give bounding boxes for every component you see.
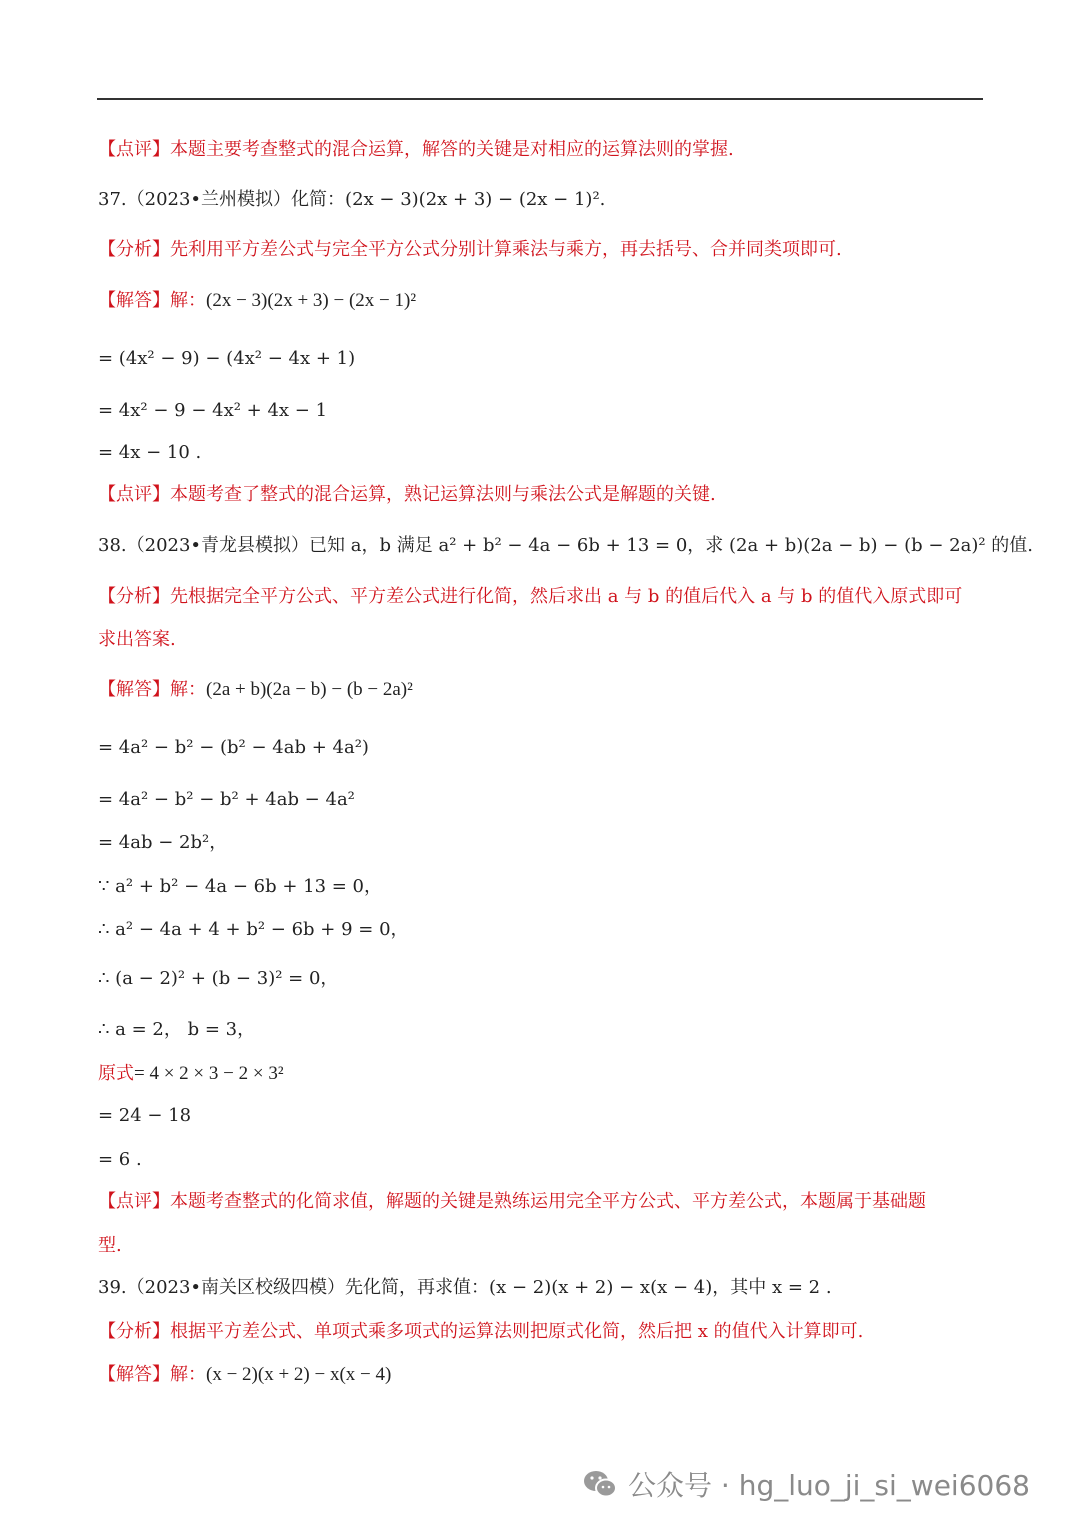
text-line-4 xyxy=(98,289,416,313)
line-expression: (2x − 3)(2x + 3) − (2x − 1)² xyxy=(206,290,417,311)
text-line-1: 【点评】本题主要考查整式的混合运算，解答的关键是对相应的运算法则的掌握. xyxy=(98,139,734,160)
line-expression: = 4 × 2 × 3 − 2 × 3² xyxy=(134,1063,284,1084)
watermark xyxy=(582,1464,1030,1504)
line-tag: 原式 xyxy=(98,1063,134,1084)
text-line-12 xyxy=(98,678,413,702)
text-line-3: 【分析】先利用平方差公式与完全平方公式分别计算乘法与乘方，再去括号、合并同类项即可. xyxy=(98,239,842,260)
text-line-9: 38.（2023•青龙县模拟）已知 a，b 满足 a² + b² − 4a − 6b + 13 = 0，求 (2a + b)(2a − b) − (b − 2a)² 的值. xyxy=(98,535,1034,556)
text-line-13: = 4a² − b² − (b² − 4ab + 4a²) xyxy=(98,737,369,758)
line-expression: (x − 2)(x + 2) − x(x − 4) xyxy=(206,1364,392,1385)
line-tag: 【解答】解： xyxy=(98,679,206,700)
text-line-5: = (4x² − 9) − (4x² − 4x + 1) xyxy=(98,348,356,369)
text-line-24: 型. xyxy=(98,1235,122,1256)
wechat-icon xyxy=(582,1468,618,1500)
text-line-14: = 4a² − b² − b² + 4ab − 4a² xyxy=(98,789,355,810)
text-line-19: ∴ a = 2， b = 3， xyxy=(98,1019,256,1040)
text-line-23: 【点评】本题考查整式的化简求值，解题的关键是熟练运用完全平方公式、平方差公式，本题属于基础题 xyxy=(98,1191,926,1212)
text-line-15: = 4ab − 2b²， xyxy=(98,832,228,853)
line-expression: (2a + b)(2a − b) − (b − 2a)² xyxy=(206,679,413,700)
text-line-11: 求出答案. xyxy=(98,629,176,650)
line-tag: 【解答】解： xyxy=(98,1364,206,1385)
text-line-2: 37.（2023•兰州模拟）化简：(2x − 3)(2x + 3) − (2x − 1)². xyxy=(98,189,606,210)
text-line-20 xyxy=(98,1062,284,1086)
text-line-6: = 4x² − 9 − 4x² + 4x − 1 xyxy=(98,400,328,421)
text-line-22: = 6 . xyxy=(98,1149,142,1170)
text-line-8: 【点评】本题考查了整式的混合运算，熟记运算法则与乘法公式是解题的关键. xyxy=(98,484,716,505)
text-line-27 xyxy=(98,1363,391,1387)
text-line-16: ∵ a² + b² − 4a − 6b + 13 = 0， xyxy=(98,876,383,897)
text-line-17: ∴ a² − 4a + 4 + b² − 6b + 9 = 0， xyxy=(98,919,409,940)
text-line-18: ∴ (a − 2)² + (b − 3)² = 0， xyxy=(98,968,339,989)
text-line-7: = 4x − 10 . xyxy=(98,442,202,463)
line-tag: 【解答】解： xyxy=(98,290,206,311)
text-line-21: = 24 − 18 xyxy=(98,1105,192,1126)
text-line-25: 39.（2023•南关区校级四模）先化简，再求值：(x − 2)(x + 2) − x(x − 4)，其中 x = 2 . xyxy=(98,1277,832,1298)
text-line-10: 【分析】先根据完全平方公式、平方差公式进行化简，然后求出 a 与 b 的值后代入 a 与 b 的值代入原式即可 xyxy=(98,586,963,607)
watermark-text: 公众号 · hg_luo_ji_si_wei6068 xyxy=(628,1469,1030,1502)
text-line-26: 【分析】根据平方差公式、单项式乘多项式的运算法则把原式化简，然后把 x 的值代入计算即可. xyxy=(98,1321,864,1342)
header-rule xyxy=(97,98,983,100)
